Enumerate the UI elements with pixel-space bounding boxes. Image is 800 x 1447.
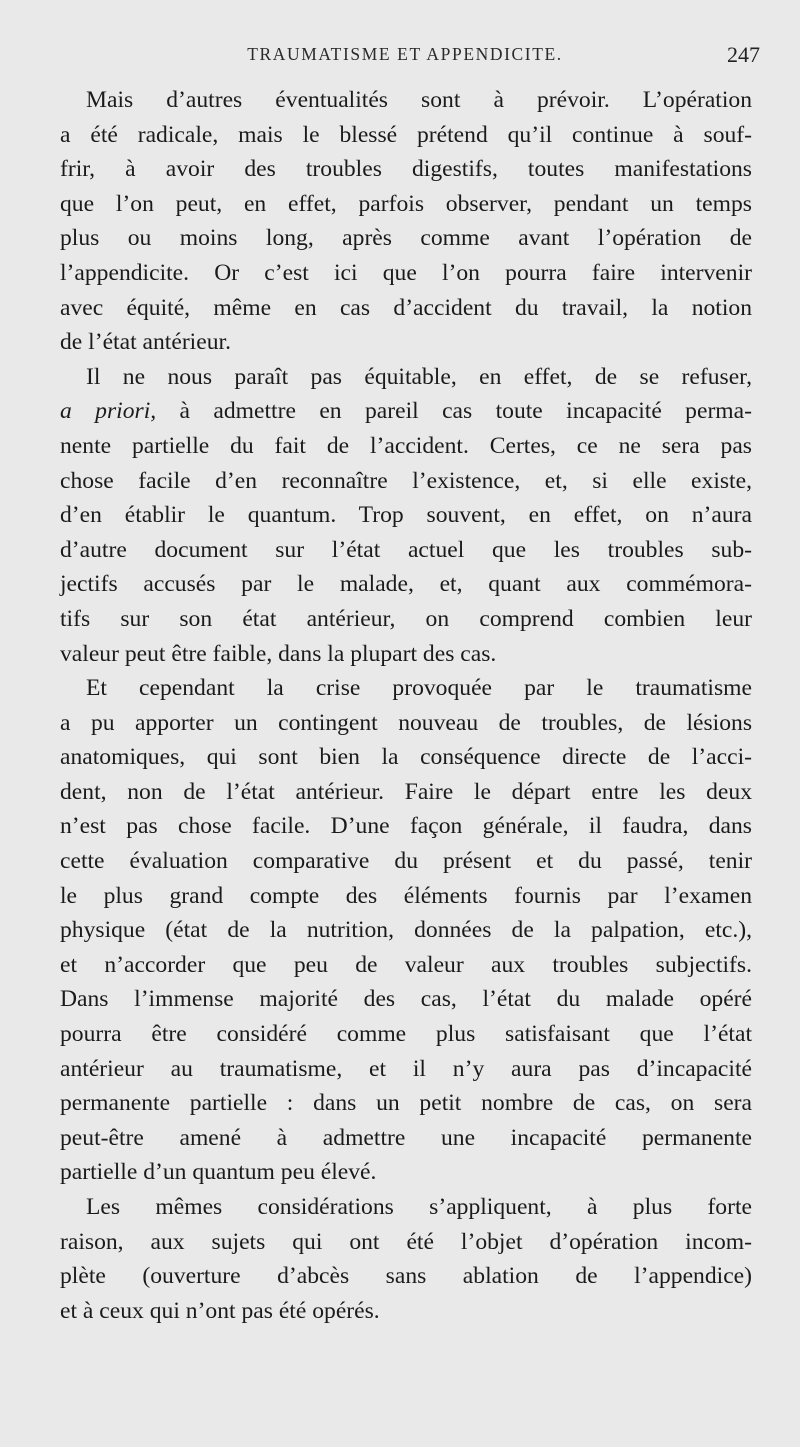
text-line: plus ou moins long, après comme avant l’opération de — [60, 225, 752, 252]
text-line: le plus grand compte des éléments fournis par l’examen — [60, 882, 752, 909]
text-line: chose facile d’en reconnaître l’existence, et, si elle existe, — [60, 467, 752, 494]
text-line: permanente partielle : dans un petit nombre de cas, on sera — [60, 1090, 752, 1117]
text-line: Et cependant la crise provoquée par le traumatisme — [86, 675, 752, 702]
text-line: Il ne nous paraît pas équitable, en effet, de se refuser, — [86, 363, 752, 390]
text-line: plète (ouverture d’abcès sans ablation de l’appendice) — [60, 1263, 752, 1290]
text-line: n’est pas chose facile. D’une façon générale, il faudra, dans — [60, 813, 752, 840]
text-line: et à ceux qui n’ont pas été opérés. — [60, 1297, 380, 1324]
text-line: dent, non de l’état antérieur. Faire le départ entre les deux — [60, 778, 752, 805]
paragraph-3 — [60, 671, 752, 1190]
text-line: Dans l’immense majorité des cas, l’état du malade opéré — [60, 986, 752, 1013]
text-line: tifs sur son état antérieur, on comprend combien leur — [60, 605, 752, 632]
text-line: nente partielle du fait de l’accident. Certes, ce ne sera pas — [60, 432, 752, 459]
paragraph-1 — [60, 83, 752, 360]
text-line: Mais d’autres éventualités sont à prévoir. L’opération — [86, 87, 752, 113]
text-line: valeur peut être faible, dans la plupart des cas. — [60, 640, 497, 667]
page-number: 247 — [727, 42, 760, 67]
text-line — [60, 394, 752, 429]
text-line: Les mêmes considérations s’appliquent, à plus forte — [86, 1194, 752, 1220]
paragraph-4 — [60, 1190, 752, 1328]
text-line: peut-être amené à admettre une incapacité permanente — [60, 1124, 752, 1151]
text-line: physique (état de la nutrition, données de la palpation, etc.), — [60, 917, 752, 944]
body-text — [60, 83, 752, 1328]
text-line: que l’on peut, en effet, parfois observer, pendant un temps — [60, 190, 752, 217]
text-line: pourra être considéré comme plus satisfaisant que l’état — [60, 1021, 752, 1048]
text-line: de l’état antérieur. — [60, 329, 231, 356]
text-line: avec équité, même en cas d’accident du travail, la notion — [60, 294, 752, 321]
text-line: cette évaluation comparative du présent et du passé, tenir — [60, 848, 752, 875]
text-line: et n’accorder que peu de valeur aux troubles subjectifs. — [60, 951, 752, 978]
text-line: jectifs accusés par le malade, et, quant aux commémora- — [60, 571, 752, 598]
text-line: antérieur au traumatisme, et il n’y aura pas d’incapacité — [60, 1055, 752, 1082]
page-header — [60, 38, 760, 78]
text-line: a été radicale, mais le blessé prétend qu’il continue à souf- — [60, 121, 752, 148]
text-line: frir, à avoir des troubles digestifs, toutes manifestations — [60, 156, 752, 183]
text-line: partielle d’un quantum peu élevé. — [60, 1159, 377, 1186]
text-line: anatomiques, qui sont bien la conséquence directe de l’acci- — [60, 744, 752, 771]
text-line: d’en établir le quantum. Trop souvent, en effet, on n’aura — [60, 502, 752, 529]
running-title: TRAUMATISME ET APPENDICITE. — [247, 44, 563, 64]
italic-phrase: a priori, — [60, 398, 157, 425]
text-line: raison, aux sujets qui ont été l’objet d’opération incom- — [60, 1228, 752, 1255]
paragraph-2 — [60, 360, 752, 671]
text-line: a pu apporter un contingent nouveau de troubles, de lésions — [60, 709, 752, 736]
text-segment: à admettre en pareil cas toute incapacité perma- — [156, 398, 752, 425]
text-line: d’autre document sur l’état actuel que les troubles sub- — [60, 536, 752, 563]
text-line: l’appendicite. Or c’est ici que l’on pourra faire intervenir — [60, 259, 752, 286]
